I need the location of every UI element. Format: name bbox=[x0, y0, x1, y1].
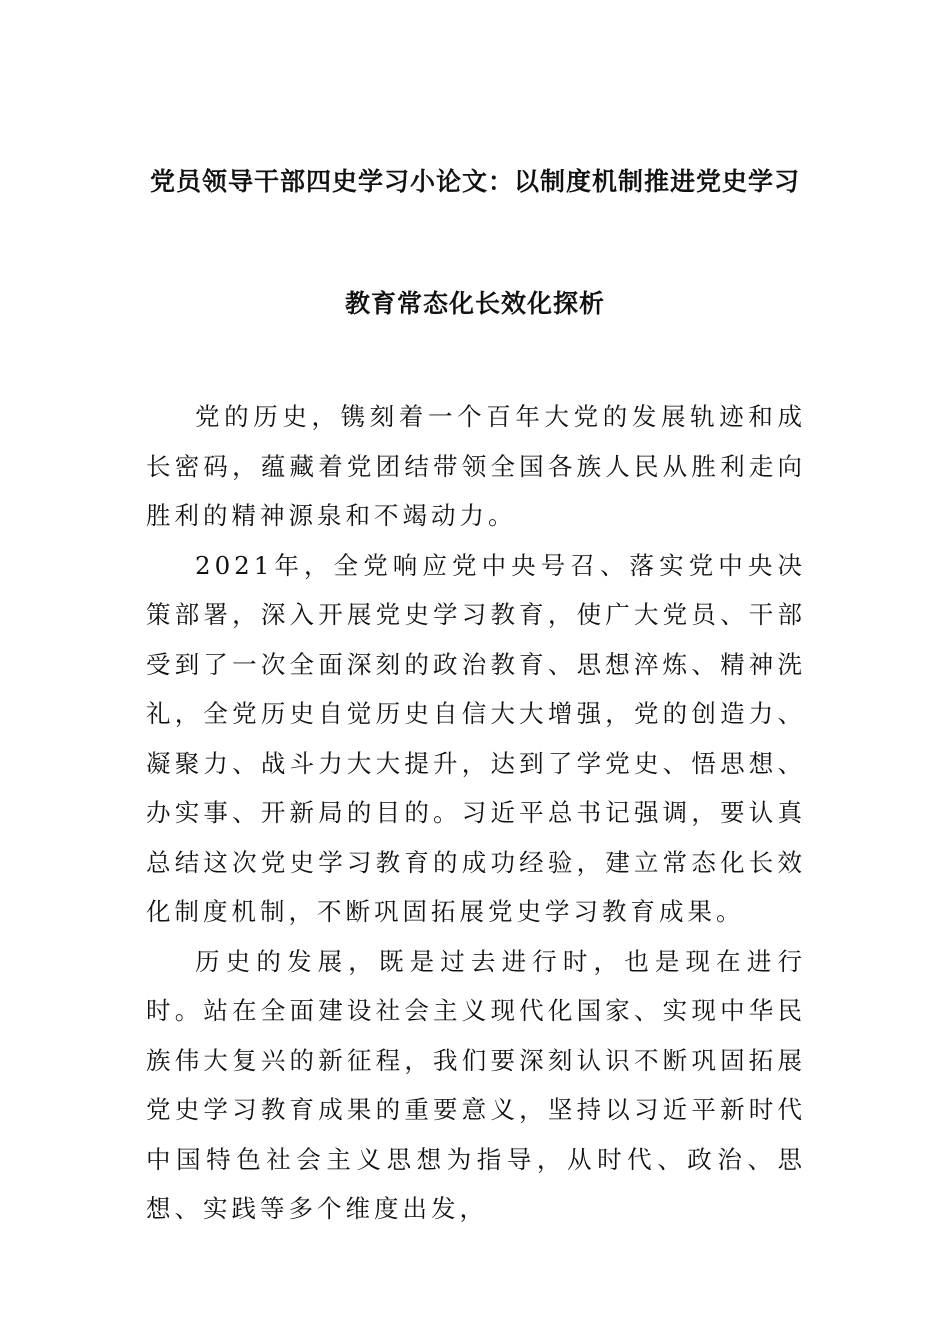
document-title-line-2: 教育常态化长效化探析 bbox=[344, 289, 605, 318]
paragraph-2: 2021年，全党响应党中央号召、落实党中央决策部署，深入开展党史学习教育，使广大党员、干部受到了一次全面深刻的政治教育、思想淬炼、精神洗礼，全党历史自觉历史自信大大增强，党的创造力、凝聚力、战斗力大大提升，达到了学党史、悟思想、办实事、开新局的目的。习近平总书记强调，要认真总结这次党史学习教育的成功经验，建立常态化长效化制度机制，不断巩固拓展党史学习教育成果。 bbox=[146, 550, 806, 926]
paragraph-1: 党的历史，镌刻着一个百年大党的发展轨迹和成长密码，蕴藏着党团结带领全国各族人民从胜利走向胜利的精神源泉和不竭动力。 bbox=[146, 402, 806, 530]
document-title-line-1: 党员领导干部四史学习小论文：以制度机制推进党史学习 bbox=[149, 167, 800, 196]
paragraph-3: 历史的发展，既是过去进行时，也是现在进行时。站在全面建设社会主义现代化国家、实现中华民族伟大复兴的新征程，我们要深刻认识不断巩固拓展党史学习教育成果的重要意义，坚持以习近平新时代中国特色社会主义思想为指导，从时代、政治、思想、实践等多个维度出发， bbox=[146, 946, 806, 1223]
document-body bbox=[146, 392, 806, 1234]
